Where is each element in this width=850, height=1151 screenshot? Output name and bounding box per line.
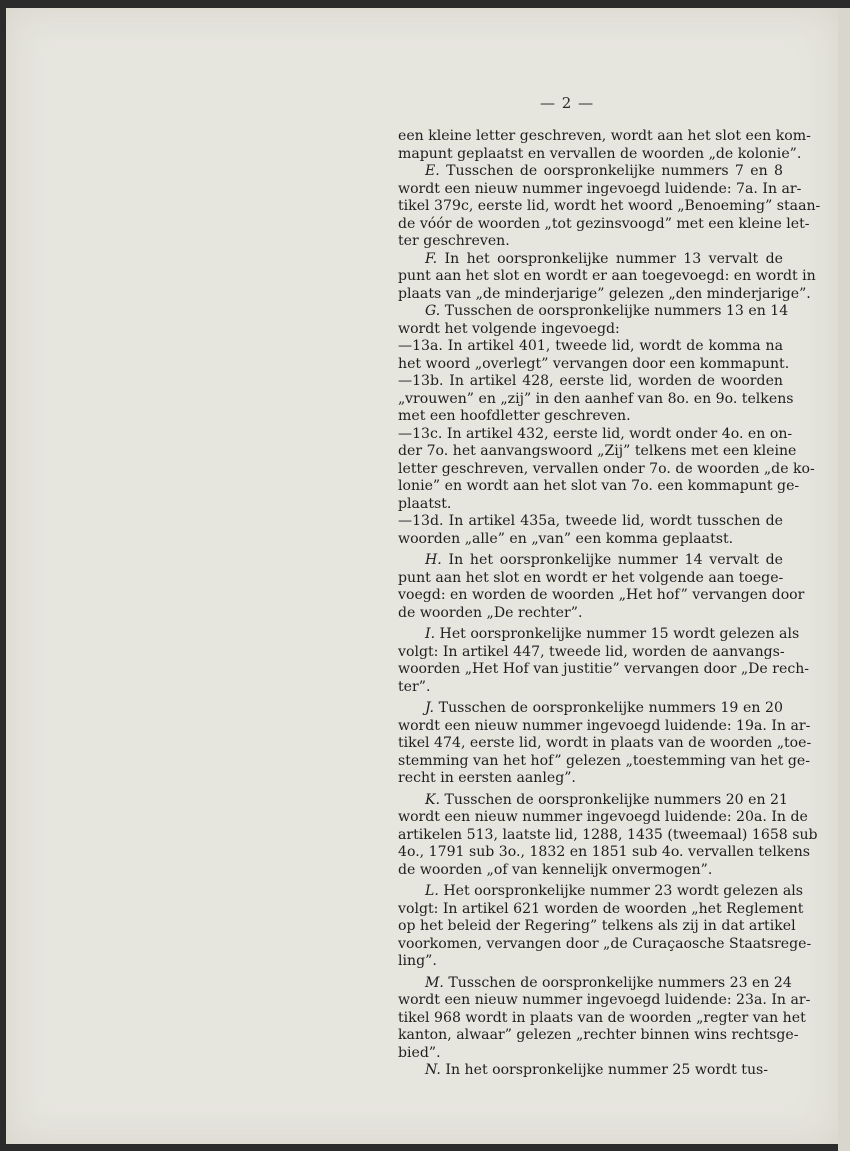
text-line: wordt een nieuw nummer ingevoegd luidende: 7a. In ar- bbox=[398, 180, 802, 197]
paragraph-label: K. bbox=[425, 791, 441, 808]
paragraph-label: L. bbox=[425, 883, 439, 899]
line-text: Het oorspronkelijke nummer 15 wordt gelezen als bbox=[439, 626, 800, 642]
text-line: —13b. In artikel 428, eerste lid, worden de woorden bbox=[398, 373, 783, 389]
text-line: plaats van „de minderjarige” gelezen „den minderjarige”. bbox=[398, 285, 811, 302]
text-line: ter”. bbox=[398, 678, 431, 695]
text-line bbox=[398, 626, 800, 644]
text-line: op het beleid der Regering” telkens als zij in dat artikel bbox=[398, 918, 796, 934]
line-text: In het oorspronkelijke nummer 14 vervalt de bbox=[448, 552, 783, 568]
text-line bbox=[398, 883, 803, 901]
text-line: plaatst. bbox=[398, 495, 452, 512]
paragraph bbox=[398, 338, 790, 373]
line-text: Tusschen de oorspronkelijke nummers 19 en 20 bbox=[438, 700, 783, 716]
paragraph bbox=[398, 128, 811, 163]
text-line: de vóór de woorden „tot gezinsvoogd” met een kleine let- bbox=[398, 215, 810, 232]
text-line bbox=[398, 791, 788, 810]
text-line: woorden „alle” en „van” een komma geplaatst. bbox=[398, 530, 734, 547]
paragraph bbox=[398, 883, 812, 971]
text-line: 4o., 1791 sub 3o., 1832 en 1851 sub 4o. vervallen telkens bbox=[398, 844, 811, 860]
text-line: wordt een nieuw nummer ingevoegd luidende: 23a. In ar- bbox=[398, 992, 811, 1008]
text-line bbox=[398, 303, 789, 321]
paragraph bbox=[398, 552, 805, 622]
text-line: wordt een nieuw nummer ingevoegd luidende: 20a. In de bbox=[398, 809, 808, 825]
text-line bbox=[398, 700, 783, 718]
page-number: — 2 — bbox=[540, 94, 595, 112]
paragraph bbox=[398, 163, 821, 251]
text-line: volgt: In artikel 447, tweede lid, worden de aanvangs- bbox=[398, 643, 785, 660]
paragraph-label: G. bbox=[425, 303, 441, 319]
paragraph bbox=[398, 425, 815, 514]
text-line: bied”. bbox=[398, 1044, 441, 1061]
paragraph bbox=[398, 373, 794, 426]
text-line: letter geschreven, vervallen onder 7o. de woorden „de ko- bbox=[398, 460, 815, 477]
text-line bbox=[398, 1062, 783, 1080]
text-line: ling”. bbox=[398, 953, 437, 969]
text-line: artikelen 513, laatste lid, 1288, 1435 (tweemaal) 1658 sub bbox=[398, 826, 818, 843]
text-line bbox=[398, 974, 792, 993]
text-line: —13c. In artikel 432, eerste lid, wordt onder 4o. en on- bbox=[398, 425, 793, 442]
line-text: In het oorspronkelijke nummer 13 vervalt de bbox=[444, 250, 783, 267]
paragraph-label: F. bbox=[425, 250, 438, 267]
paragraph-label: M. bbox=[425, 974, 444, 991]
text-line: tikel 379c, eerste lid, wordt het woord „Benoeming” staan- bbox=[398, 198, 821, 214]
text-line: lonie” en wordt aan het slot van 7o. een kommapunt ge- bbox=[398, 478, 800, 494]
paragraph bbox=[398, 626, 810, 696]
text-line: tikel 968 wordt in plaats van de woorden „regter van het bbox=[398, 1009, 806, 1026]
line-text: Tusschen de oorspronkelijke nummers 7 en 8 bbox=[446, 163, 783, 179]
text-line: —13a. In artikel 401, tweede lid, wordt de komma na bbox=[398, 338, 783, 354]
text-line: tikel 474, eerste lid, wordt in plaats van de woorden „toe- bbox=[398, 735, 812, 751]
text-line: volgt: In artikel 621 worden de woorden „het Reglement bbox=[398, 900, 804, 917]
text-line: kanton, alwaar” gelezen „rechter binnen wins rechtsge- bbox=[398, 1027, 799, 1043]
line-text: In het oorspronkelijke nummer 25 wordt tus- bbox=[445, 1062, 769, 1078]
text-line: —13d. In artikel 435a, tweede lid, wordt tusschen de bbox=[398, 513, 783, 529]
text-line: punt aan het slot en wordt er aan toegevoegd: en wordt in bbox=[398, 268, 816, 284]
text-line bbox=[398, 163, 783, 181]
text-line bbox=[398, 251, 783, 269]
text-line: wordt het volgende ingevoegd: bbox=[398, 320, 620, 337]
paragraph-label: N. bbox=[425, 1062, 441, 1078]
text-line: voegd: en worden de woorden „Het hof” vervangen door bbox=[398, 587, 805, 603]
text-line: punt aan het slot en wordt er het volgende aan toege- bbox=[398, 569, 784, 586]
paragraph bbox=[398, 700, 812, 788]
paragraph bbox=[398, 513, 783, 548]
line-text: Het oorspronkelijke nummer 23 wordt gelezen als bbox=[443, 883, 803, 899]
paragraph bbox=[398, 1062, 783, 1080]
text-line: recht in eersten aanleg”. bbox=[398, 770, 576, 786]
paragraph bbox=[398, 303, 789, 338]
text-line: de woorden „De rechter”. bbox=[398, 604, 583, 621]
text-line: ter geschreven. bbox=[398, 233, 510, 249]
text-line: een kleine letter geschreven, wordt aan het slot een kom- bbox=[398, 128, 811, 144]
line-text: Tusschen de oorspronkelijke nummers 13 en 14 bbox=[444, 303, 789, 319]
paragraph bbox=[398, 791, 818, 880]
paragraph-label: I. bbox=[425, 626, 436, 642]
paragraph-label: J. bbox=[425, 700, 435, 716]
text-line: met een hoofdletter geschreven. bbox=[398, 408, 631, 424]
paragraph bbox=[398, 250, 816, 304]
text-line: de woorden „of van kennelijk onvermogen”. bbox=[398, 861, 713, 878]
text-line: der 7o. het aanvangswoord „Zij” telkens met een kleine bbox=[398, 443, 797, 459]
paragraph-label: E. bbox=[425, 163, 440, 179]
text-line: stemming van het hof” gelezen „toestemming van het ge- bbox=[398, 752, 811, 769]
line-text: Tusschen de oorspronkelijke nummers 23 en 24 bbox=[448, 974, 792, 991]
text-line: woorden „Het Hof van justitie” vervangen door „De rech- bbox=[398, 661, 810, 677]
text-line: „vrouwen” en „zij” in den aanhef van 8o. en 9o. telkens bbox=[398, 390, 794, 407]
text-line: mapunt geplaatst en vervallen de woorden „de kolonie”. bbox=[398, 145, 802, 162]
page-edge bbox=[838, 8, 850, 1151]
document-body bbox=[398, 128, 821, 1080]
text-line: voorkomen, vervangen door „de Curaçaosche Staatsrege- bbox=[398, 935, 812, 952]
text-line: het woord „overlegt” vervangen door een kommapunt. bbox=[398, 355, 790, 372]
text-line bbox=[398, 552, 783, 570]
paragraph-label: H. bbox=[425, 552, 442, 568]
line-text: Tusschen de oorspronkelijke nummers 20 en 21 bbox=[444, 791, 788, 808]
paragraph bbox=[398, 974, 811, 1063]
text-line: wordt een nieuw nummer ingevoegd luidende: 19a. In ar- bbox=[398, 717, 811, 734]
